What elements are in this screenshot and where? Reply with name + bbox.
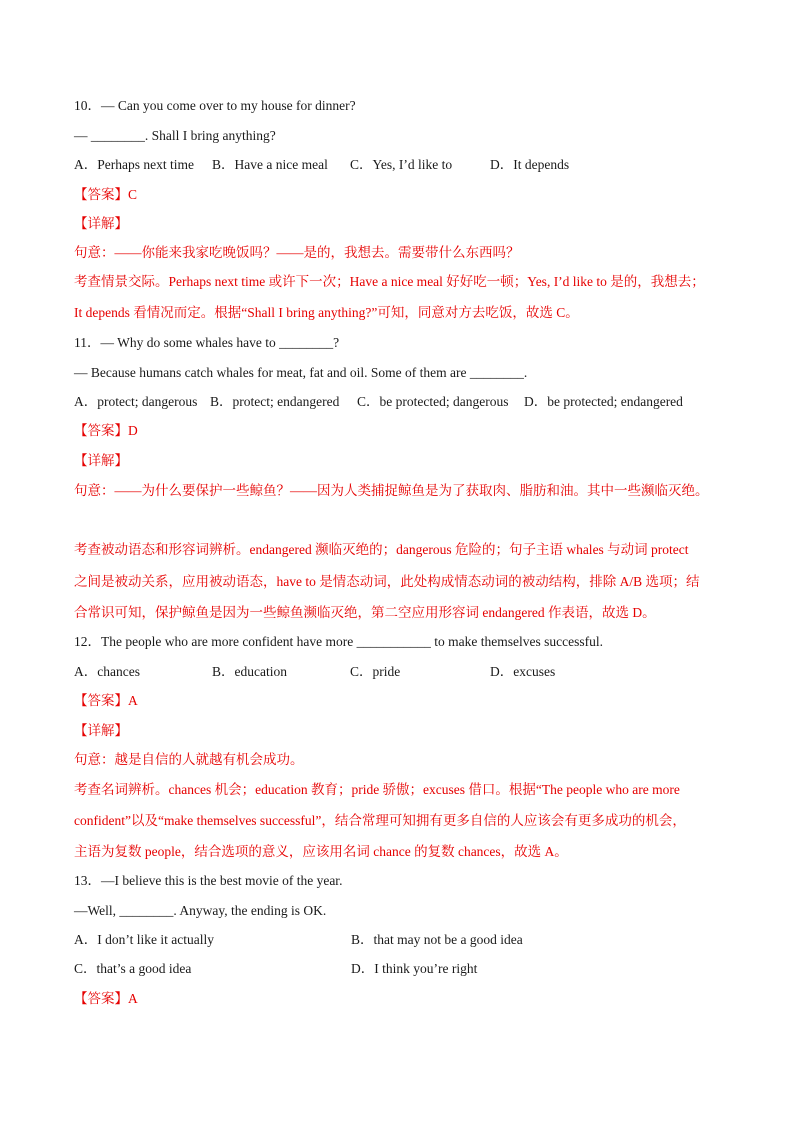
q10-detail-label: 【详解】 bbox=[74, 216, 128, 231]
q11-option-b: B．protect; endangered bbox=[210, 394, 340, 409]
q10-stem: 10．— Can you come over to my house for dinner? bbox=[74, 98, 356, 113]
q12-option-a: A．chances bbox=[74, 664, 140, 679]
q10-meaning: 句意：——你能来我家吃晚饭吗？——是的，我想去。需要带什么东西吗？ bbox=[74, 245, 520, 260]
q12-option-d: D．excuses bbox=[490, 664, 556, 679]
q10-response: — ________. Shall I bring anything? bbox=[74, 128, 276, 143]
q11-detail-label: 【详解】 bbox=[74, 453, 128, 468]
q11-explain-1: 考查被动语态和形容词辨析。endangered 濒临灭绝的；dangerous 危险的；句子主语 whales 与动词 protect bbox=[74, 542, 689, 557]
q11-options bbox=[74, 393, 734, 411]
q10-answer: 【答案】C bbox=[74, 187, 138, 202]
q11-response: — Because humans catch whales for meat, fat and oil. Some of them are ________. bbox=[74, 365, 528, 380]
q11-option-d: D．be protected; endangered bbox=[524, 394, 683, 409]
q13-response: —Well, ________. Anyway, the ending is OK. bbox=[74, 903, 327, 918]
q12-option-c: C．pride bbox=[350, 664, 401, 679]
q10-option-c: C．Yes, I’d like to bbox=[350, 157, 453, 172]
q13-option-a: A．I don’t like it actually bbox=[74, 932, 214, 947]
q13-option-b: B．that may not be a good idea bbox=[351, 932, 523, 947]
q12-option-b: B．education bbox=[212, 664, 287, 679]
q13-stem: 13．—I believe this is the best movie of the year. bbox=[74, 873, 343, 888]
q10-option-b: B．Have a nice meal bbox=[212, 157, 328, 172]
q12-answer: 【答案】A bbox=[74, 693, 138, 708]
q12-explain-3: 主语为复数 people，结合选项的意义，应该用名词 chance 的复数 chances，故选 A。 bbox=[74, 844, 568, 859]
q10-option-a: A．Perhaps next time bbox=[74, 157, 194, 172]
q11-option-a: A．protect; dangerous bbox=[74, 394, 198, 409]
q10-options bbox=[74, 156, 734, 174]
q11-answer: 【答案】D bbox=[74, 423, 138, 438]
q13-options-row-1 bbox=[74, 931, 734, 949]
q12-stem: 12．The people who are more confident have more ___________ to make themselves successful. bbox=[74, 634, 603, 649]
q10-explain-1: 考查情景交际。Perhaps next time 或许下一次；Have a nice meal 好好吃一顿；Yes, I’d like to 是的，我想去； bbox=[74, 274, 705, 289]
q12-detail-label: 【详解】 bbox=[74, 723, 128, 738]
q13-option-d: D．I think you’re right bbox=[351, 961, 478, 976]
q10-option-d: D．It depends bbox=[490, 157, 570, 172]
q12-meaning: 句意：越是自信的人就越有机会成功。 bbox=[74, 752, 304, 767]
q11-explain-2: 之间是被动关系，应用被动语态，have to 是情态动词，此处构成情态动词的被动结构，排除 A/B 选项；结 bbox=[74, 574, 700, 589]
q12-explain-2: confident”以及“make themselves successful”，结合常理可知拥有更多自信的人应该会有更多成功的机会， bbox=[74, 813, 686, 828]
q11-stem: 11．— Why do some whales have to ________? bbox=[74, 335, 340, 350]
q11-option-c: C．be protected; dangerous bbox=[357, 394, 509, 409]
q13-options-row-2 bbox=[74, 960, 734, 978]
q12-explain-1: 考查名词辨析。chances 机会；education 教育；pride 骄傲；excuses 借口。根据“The people who are more bbox=[74, 782, 680, 797]
q13-option-c: C．that’s a good idea bbox=[74, 961, 192, 976]
q12-options bbox=[74, 663, 734, 681]
q13-answer: 【答案】A bbox=[74, 991, 138, 1006]
q11-explain-3: 合常识可知，保护鲸鱼是因为一些鲸鱼濒临灭绝，第二空应用形容词 endangered 作表语，故选 D。 bbox=[74, 605, 656, 620]
q10-explain-2: It depends 看情况而定。根据“Shall I bring anything?”可知，同意对方去吃饭，故选 C。 bbox=[74, 305, 579, 320]
q11-meaning: 句意：——为什么要保护一些鲸鱼？——因为人类捕捉鲸鱼是为了获取肉、脂肪和油。其中一些濒临灭绝。 bbox=[74, 483, 709, 498]
